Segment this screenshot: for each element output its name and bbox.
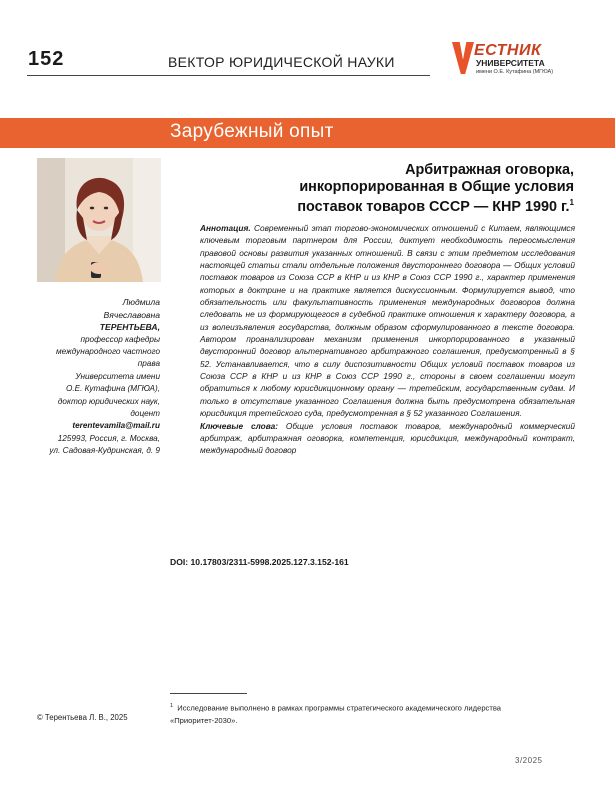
footnote-divider bbox=[170, 693, 247, 694]
article-title-line: Арбитражная оговорка, bbox=[405, 162, 574, 178]
abstract-label: Аннотация. bbox=[200, 223, 251, 233]
page-number: 152 bbox=[28, 48, 65, 70]
author-position-line: Университета имени bbox=[75, 371, 160, 381]
author-position-line: О.Е. Кутафина (МГЮА), bbox=[66, 384, 160, 394]
doi-link[interactable]: DOI: 10.17803/2311-5998.2025.127.3.152-161 bbox=[170, 557, 349, 567]
author-first-name: Людмила bbox=[122, 297, 160, 307]
keywords-paragraph bbox=[200, 420, 575, 457]
author-address-line: 125993, Россия, г. Москва, bbox=[57, 433, 160, 443]
article-title-line-text: поставок товаров СССР — КНР 1990 г. bbox=[297, 198, 570, 215]
author-portrait-image bbox=[37, 158, 161, 282]
journal-title: ВЕКТОР ЮРИДИЧЕСКОЙ НАУКИ bbox=[168, 54, 395, 70]
logo-v-icon bbox=[452, 42, 474, 74]
author-position-line: права bbox=[137, 359, 160, 369]
author-surname: ТЕРЕНТЬЕВА, bbox=[99, 322, 160, 333]
journal-logo bbox=[452, 42, 592, 78]
author-position-line: доктор юридических наук, bbox=[57, 396, 160, 406]
author-info bbox=[20, 296, 160, 458]
author-position-line: доцент bbox=[130, 409, 160, 419]
footnote-text: Исследование выполнено в рамках программы стратегического академического лидерства «Приоритет-2030». bbox=[170, 703, 501, 725]
keywords-label: Ключевые слова: bbox=[200, 420, 278, 431]
header-divider bbox=[27, 75, 430, 76]
abstract bbox=[200, 222, 575, 457]
author-position-line: международного частного bbox=[55, 347, 160, 356]
logo-sub-text: УНИВЕРСИТЕТА bbox=[476, 58, 545, 68]
footnote-mark: 1 bbox=[170, 703, 174, 709]
footnote bbox=[170, 700, 570, 727]
author-photo bbox=[37, 158, 161, 282]
keywords-text: Общие условия поставок товаров, международный коммерческий арбитраж, арбитражная оговорка, компетенция, юрисдикция, международный контракт, международный договор bbox=[200, 420, 575, 456]
title-footnote-mark[interactable]: 1 bbox=[569, 198, 574, 207]
article-title bbox=[200, 162, 574, 215]
section-title: Зарубежный опыт bbox=[170, 121, 334, 142]
author-address-line: ул. Садовая-Кудринская, д. 9 bbox=[49, 446, 160, 456]
article-title-line: инкорпорированная в Общие условия bbox=[299, 178, 574, 195]
abstract-text: Современный этап торгово-экономических отношений с Китаем, являющимся ключевым торговым партнером для России, диктует необходимость переосмысления правовой основы развития указанных отношений. В связи с этим предметом исследования настоящей статьи стали отдельные положения двустороннего договора — Общих условий поставок товаров из Союза ССР в КНР и из КНР в Союз ССР 1990 г., характер применения которых в доктрине и на практике является дискуссионным. Формулируется вывод, что обязательность или факультативность применения международных договоров должна следовать не из формирующегося в судебной практике отношения к характеру договора, а из волеизъявления государства, должным образом сформулированного в тексте договора. Автором проанализирован механизм применения инкорпорированного в указанный двусторонний договор альтернативного арбитражного соглашения, предусмотренный в § 52. Устанавливается, что в силу диспозитивности Общих условий поставок товаров из Союза ССР в КНР и из КНР в Союз ССР 1990 г., стороны в своем соглашении могут обратиться к любому юрисдикционному органу — третейским, государственным судам. И только в отсутствие указанного Соглашения должна быть предусмотрена обязательная юрисдикция третейского суда, предусмотренная в § 52 указанного Соглашения. bbox=[200, 223, 575, 419]
article-title-line bbox=[200, 195, 574, 215]
abstract-paragraph bbox=[200, 222, 575, 420]
author-email-link[interactable]: terentevamila@mail.ru bbox=[72, 421, 160, 431]
logo-small-text: имени О.Е. Кутафина (МГЮА) bbox=[476, 69, 554, 75]
issue-number: 3/2025 bbox=[515, 756, 543, 765]
copyright: © Терентьева Л. В., 2025 bbox=[37, 713, 128, 722]
logo-main-text: ЕСТНИК bbox=[474, 42, 542, 59]
author-patronymic: Вячеславовна bbox=[103, 309, 160, 320]
author-position-line: профессор кафедры bbox=[80, 334, 160, 344]
